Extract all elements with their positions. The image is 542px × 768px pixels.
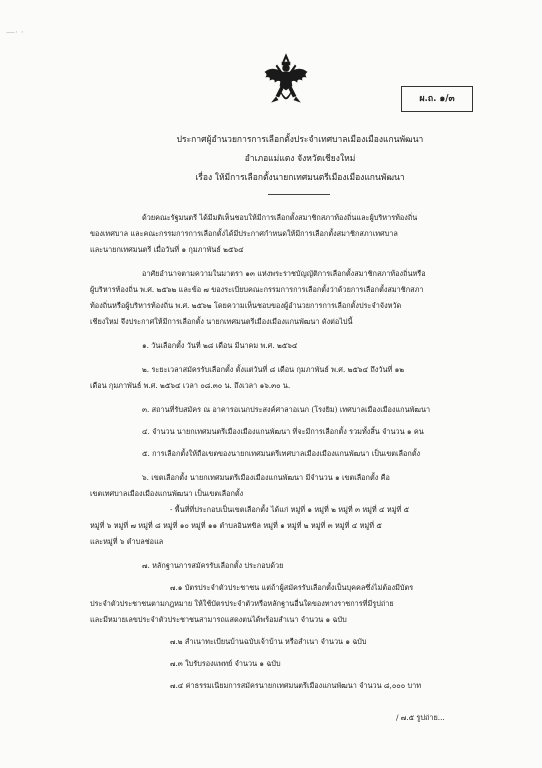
item-4: ๔. จำนวน นายกเทศมนตรีเมืองเมืองแกนพัฒนา ที่จะมีการเลือกตั้ง รวมทั้งสิ้น จำนวน ๑ คน	[142, 427, 424, 436]
item-2-line-2: เดือน กุมภาพันธ์ พ.ศ. ๒๕๖๔ เวลา ๐๘.๓๐ น. ถึงเวลา ๑๖.๓๐ น.	[90, 381, 291, 390]
item-7: ๗. หลักฐานการสมัครรับเลือกตั้ง ประกอบด้วย	[142, 561, 284, 570]
announcement-title: ประกาศผู้อำนวยการการเลือกตั้งประจำเทศบาลเมืองเมืองแกนพัฒนา	[176, 135, 424, 145]
paragraph-2-line-2: ผู้บริหารท้องถิ่น พ.ศ. ๒๕๖๒ และข้อ ๗ ของระเบียบคณะกรรมการการเลือกตั้งว่าด้วยการเลือกตั้งสมาชิกสภา	[90, 285, 424, 294]
item-3: ๓. สถานที่รับสมัคร ณ อาคารอเนกประสงค์ศาลาอเนก (โรงยิม) เทศบาลเมืองเมืองแกนพัฒนา	[142, 405, 431, 414]
continuation-note: / ๗.๕ รูปถ่าย...	[396, 713, 445, 722]
district-line: อำเภอแม่แตง จังหวัดเชียงใหม่	[244, 154, 356, 164]
form-code-box: ผ.ถ. ๑/๓	[401, 86, 473, 112]
item-2-line-1: ๒. ระยะเวลาสมัครรับเลือกตั้ง ตั้งแต่วันที่ ๘ เดือน กุมภาพันธ์ พ.ศ. ๒๕๖๔ ถึงวันที่ ๑๒	[142, 365, 405, 374]
paragraph-2-line-1: อาศัยอำนาจตามความในมาตรา ๑๓ แห่งพระราชบัญญัติการเลือกตั้งสมาชิกสภาท้องถิ่นหรือ	[142, 269, 426, 278]
item-6-line-5: และหมู่ที่ ๖ ตำบลช่อแล	[90, 537, 164, 546]
item-7-2: ๗.๒ สำเนาทะเบียนบ้านฉบับเจ้าบ้าน หรือสำเนา จำนวน ๑ ฉบับ	[170, 637, 367, 646]
paragraph-1-line-1: ด้วยคณะรัฐมนตรี ได้มีมติเห็นชอบให้มีการเลือกตั้งสมาชิกสภาท้องถิ่นและผู้บริหารท้องถิ่น	[142, 213, 418, 222]
item-7-1-line-1: ๗.๑ บัตรประจำตัวประชาชน แต่ถ้าผู้สมัครรับเลือกตั้งเป็นบุคคลซึ่งไม่ต้องมีบัตร	[170, 583, 414, 592]
item-5: ๕. การเลือกตั้งให้ถือเขตของนายกเทศมนตรีเทศบาลเมืองเมืองแกนพัฒนา เป็นเขตเลือกตั้ง	[142, 449, 421, 458]
item-6-line-2: เขตเทศบาลเมืองเมืองแกนพัฒนา เป็นเขตเลือกตั้ง	[90, 489, 244, 498]
item-6-line-3: - พื้นที่ที่ประกอบเป็นเขตเลือกตั้ง ได้แก่ หมู่ที่ ๑ หมู่ที่ ๒ หมู่ที่ ๓ หมู่ที่ ๔ หมู่ที่ ๕	[170, 505, 410, 514]
subject-line: เรื่อง ให้มีการเลือกตั้งนายกเทศมนตรีเมืองเมืองแกนพัฒนา	[195, 173, 405, 183]
margin-mark: —· ·	[6, 28, 24, 38]
item-1: ๑. วันเลือกตั้ง วันที่ ๒๘ เดือน มีนาคม พ.ศ. ๒๕๖๔	[142, 341, 298, 350]
paragraph-1-line-2: ของเทศบาล และคณะกรรมการการเลือกตั้งได้มีประกาศกำหนดให้มีการเลือกตั้งสมาชิกสภาเทศบาล	[90, 229, 398, 238]
garuda-emblem	[262, 52, 310, 110]
heading-divider	[268, 194, 330, 195]
paragraph-1-line-3: และนายกเทศมนตรี เมื่อวันที่ ๑ กุมภาพันธ์ ๒๕๖๔	[90, 245, 244, 254]
item-7-3: ๗.๓ ใบรับรองแพทย์ จำนวน ๑ ฉบับ	[170, 659, 281, 668]
paragraph-2-line-3: ท้องถิ่นหรือผู้บริหารท้องถิ่น พ.ศ. ๒๕๖๒ โดยความเห็นชอบของผู้อำนวยการการเลือกตั้งประจำจังหวัด	[90, 301, 402, 310]
item-7-1-line-2: ประจำตัวประชาชนตามกฎหมาย ให้ใช้บัตรประจำตัวหรือหลักฐานอื่นใดของทางราชการที่มีรูปถ่าย	[90, 599, 394, 608]
item-6-line-1: ๖. เขตเลือกตั้ง นายกเทศมนตรีเมืองเมืองแกนพัฒนา มีจำนวน ๑ เขตเลือกตั้ง คือ	[142, 473, 390, 482]
item-7-4: ๗.๔ ค่าธรรมเนียมการสมัครนายกเทศมนตรีเมืองแกนพัฒนา จำนวน ๘,๐๐๐ บาท	[170, 681, 422, 690]
item-6-line-4: หมู่ที่ ๖ หมู่ที่ ๗ หมู่ที่ ๘ หมู่ที่ ๑๐ หมู่ที่ ๑๑ ตำบลอินทขิล หมู่ที่ ๑ หมู่ที่ ๒ หมู่ที่ ๓ หมู่ที่ ๔ หมู่ที่ ๕	[90, 521, 382, 530]
paragraph-2-line-4: เชียงใหม่ จึงประกาศให้มีการเลือกตั้ง นายกเทศมนตรีเมืองเมืองแกนพัฒนา ดังต่อไปนี้	[90, 317, 353, 326]
item-7-1-line-3: และมีหมายเลขประจำตัวประชาชนสามารถแสดงตนได้พร้อมสำเนา จำนวน ๑ ฉบับ	[90, 615, 347, 624]
